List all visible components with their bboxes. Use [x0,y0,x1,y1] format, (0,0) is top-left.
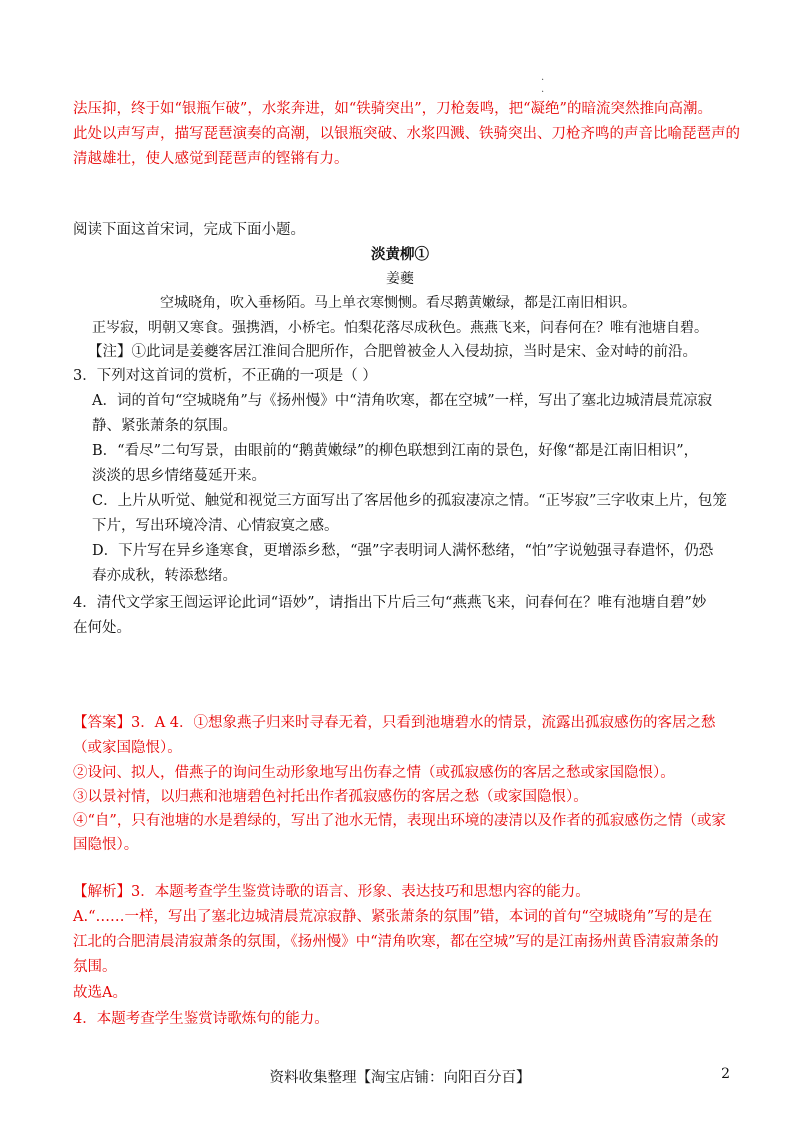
analysis-line: 【解析】3．本题考查学生鉴赏诗歌的语言、形象、表达技巧和思想内容的能力。 [73,884,590,900]
question-stem: 3．下列对这首词的赏析，不正确的一项是（ ） [73,368,377,384]
question-stem-cont: 在何处。 [73,620,131,636]
poem-note: 【注】①此词是姜夔客居江淮间合肥所作，合肥曾被金人入侵劫掠，当时是宋、金对峙的前沿。 [88,344,697,360]
option-b-cont: 淡淡的思乡情绪蔓延开来。 [92,468,266,484]
reading-prompt: 阅读下面这首宋词，完成下面小题。 [73,222,305,238]
answer-line: ④“自”，只有池塘的水是碧绿的，写出了池水无情，表现出环境的凄清以及作者的孤寂感伤之情（或家 [73,813,726,829]
answer-line: 国隐恨）。 [73,837,139,853]
option-d: D．下片写在异乡逢寒食，更增添乡愁，“强”字表明词人满怀愁绪，“怕”字说勉强寻春遣怀，仍恐 [92,543,714,559]
page-footer: 资料收集整理【淘宝店铺：向阳百分百】 [269,1070,531,1086]
answer-line: ③以景衬情，以归燕和池塘碧色衬托出作者孤寂感伤的客居之愁（或家国隐恨）。 [73,789,588,805]
question-stem: 4．清代文学家王闿运评论此词“语妙”，请指出下片后三句“燕燕飞来，问春何在？唯有池塘自碧”妙 [73,595,707,611]
page-number: 2 [721,1066,730,1082]
intro-line: 此处以声写声，描写琵琶演奏的高潮，以银瓶突破、水浆四溅、铁骑突出、刀枪齐鸣的声音比喻琵琶声的 [73,126,740,142]
option-a: A．词的首句“空城晓角”与《扬州慢》中“清角吹寒，都在空城”一样，写出了塞北边城清晨荒凉寂 [92,393,713,409]
analysis-line: 江北的合肥清晨清寂萧条的氛围，《扬州慢》中“清角吹寒，都在空城”写的是江南扬州黄昏清寂萧条的 [73,934,719,950]
intro-line: 法压抑，终于如“银瓶乍破”，水浆奔进，如“铁骑突出”，刀枪轰鸣，把“凝绝”的暗流突然推向高潮。 [73,101,712,117]
answer-line: （或家国隐恨）。 [73,740,182,756]
poem-line: 正岑寂，明朝又寒食。强携酒，小桥宅。怕梨花落尽成秋色。燕燕飞来，问春何在？唯有池塘自碧。 [92,320,708,336]
analysis-line: 氛围。 [73,959,117,975]
poem-author: 姜夔 [386,271,414,287]
option-d-cont: 春亦成秋，转添愁绪。 [92,568,237,584]
analysis-line: A.“……一样，写出了塞北边城清晨荒凉寂静、紧张萧条的氛围”错，本词的首句“空城晓角”写的是在 [73,909,713,925]
poem-line: 空城晓角，吹入垂杨陌。马上单衣寒恻恻。看尽鹅黄嫩绿，都是江南旧相识。 [160,295,636,311]
option-c: C．上片从听觉、触觉和视觉三方面写出了客居他乡的孤寂凄凉之情。“正岑寂”三字收束上片，包笼 [92,493,727,509]
answer-line: ②设问、拟人，借燕子的询问生动形象地写出伤春之情（或孤寂感伤的客居之愁或家国隐恨）。 [73,765,675,781]
analysis-line: 4．本题考查学生鉴赏诗歌炼句的能力。 [73,1011,329,1027]
poem-title: 淡黄柳① [371,246,429,263]
analysis-line: 故选A。 [73,985,127,1001]
option-b: B．“看尽”二句写景，由眼前的“鹅黄嫩绿”的柳色联想到江南的景色，好像“都是江南旧相识”， [92,443,699,459]
option-c-cont: 下片，写出环境冷清、心情寂寞之感。 [92,518,339,534]
option-a-cont: 静、紧张萧条的氛围。 [92,418,237,434]
top-dot: . [541,72,545,83]
top-dot: . [541,84,545,95]
answer-line: 【答案】3．A 4．①想象燕子归来时寻春无着，只看到池塘碧水的情景，流露出孤寂感伤的客居之愁 [73,715,716,731]
intro-line: 清越雄壮，使人感觉到琵琶声的铿锵有力。 [73,151,349,167]
